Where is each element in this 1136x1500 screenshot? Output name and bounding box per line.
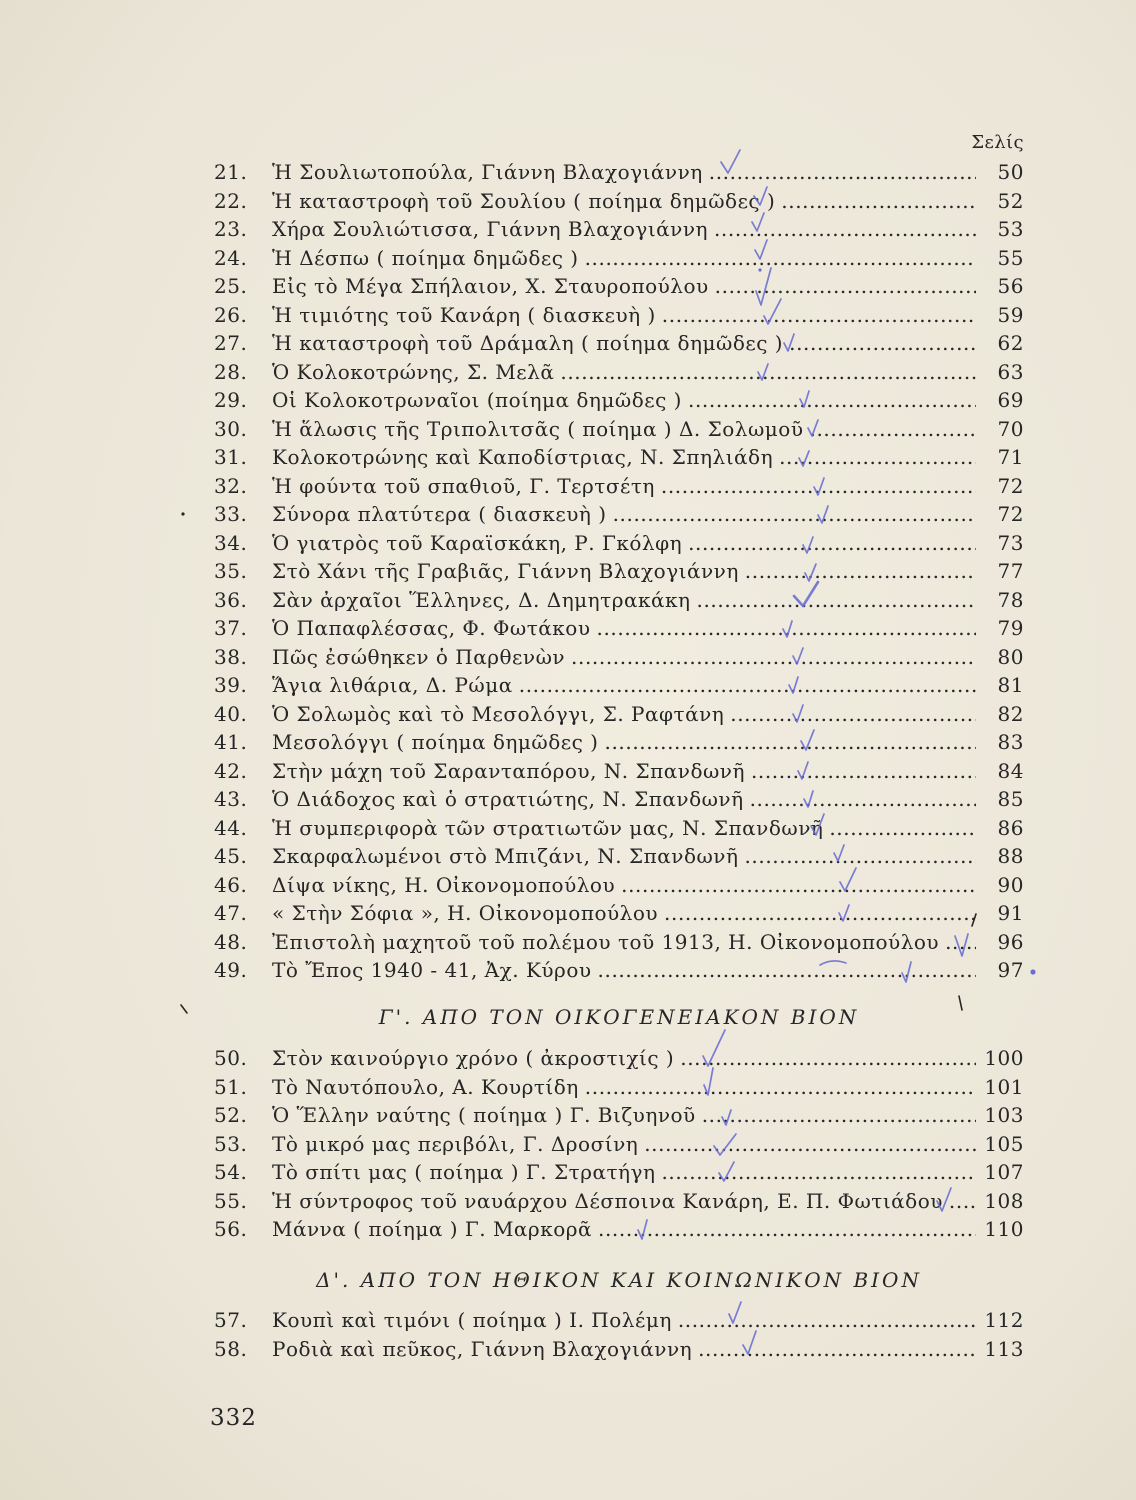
toc-entry [214, 700, 1024, 729]
toc-entry [214, 728, 1024, 757]
dot-leader [519, 671, 976, 700]
dot-leader [598, 956, 976, 985]
dot-leader [644, 1130, 976, 1159]
toc-entry [214, 1335, 1024, 1364]
entry-title: Στὸ Χάνι τῆς Γραβιᾶς, Γιάννη Βλαχογιάννη [272, 559, 739, 583]
entry-page-number: 80 [997, 644, 1024, 669]
entry-number: 24. [214, 245, 248, 270]
entry-page-number: 96 [997, 929, 1024, 954]
dot-leader [829, 814, 976, 843]
dot-leader [585, 1073, 976, 1102]
entry-page-number: 62 [997, 331, 1024, 355]
toc-entry [214, 757, 1024, 786]
entry-number: 55. [214, 1188, 248, 1213]
toc-entry [214, 358, 1024, 387]
entry-title: Ἡ καταστροφὴ τοῦ Δράμαλη ( ποίημα δημῶδες ) [272, 331, 784, 355]
dot-leader [661, 1158, 976, 1187]
entry-page-number: 53 [997, 217, 1024, 241]
entry-page-number: 50 [997, 160, 1024, 184]
dot-leader [715, 272, 976, 301]
dot-leader [598, 1215, 976, 1244]
entry-number: 36. [214, 587, 248, 612]
entry-title: Τὸ μικρό μας περιβόλι, Γ. Δροσίνη [272, 1131, 639, 1156]
entry-page-number: 112 [984, 1308, 1024, 1332]
entry-page-number: 91 [997, 901, 1024, 925]
entry-page-number: 56 [997, 274, 1024, 298]
toc-entry [214, 1044, 1024, 1073]
entry-page-number: 88 [997, 844, 1024, 868]
toc-entry [214, 187, 1024, 216]
dot-leader [571, 643, 976, 672]
entry-number: 37. [214, 616, 248, 640]
dot-leader [688, 386, 976, 415]
toc-entry [214, 443, 1024, 472]
toc-entry [214, 472, 1024, 501]
entry-title: Χήρα Σουλιώτισσα, Γιάννη Βλαχογιάννη [272, 217, 708, 241]
dot-leader [702, 1101, 976, 1130]
toc-list-family-life [214, 1044, 1024, 1244]
entry-number: 25. [214, 274, 248, 298]
entry-page-number: 108 [984, 1188, 1024, 1213]
dot-leader [698, 1335, 976, 1364]
toc-entry [214, 1158, 1024, 1187]
entry-title: Ἡ συμπεριφορὰ τῶν στρατιωτῶν μας, Ν. Σπανδωνῆ [272, 815, 824, 840]
entry-number: 49. [214, 958, 248, 982]
dot-leader [781, 187, 976, 216]
entry-number: 57. [214, 1308, 248, 1332]
toc-entry [214, 329, 1024, 358]
entry-page-number: 103 [984, 1103, 1024, 1127]
toc-entry [214, 928, 1024, 957]
toc-entry [214, 557, 1024, 586]
entry-title: Ὁ Παπαφλέσσας, Φ. Φωτάκου [272, 616, 591, 640]
entry-page-number: 79 [997, 616, 1024, 640]
entry-page-number: 81 [997, 673, 1024, 697]
toc-entry [214, 1306, 1024, 1335]
entry-title: Ἡ καταστροφὴ τοῦ Σουλίου ( ποίημα δημῶδες ) [272, 188, 776, 213]
entry-title: Σύνορα πλατύτερα ( διασκευὴ ) [272, 502, 607, 526]
dot-leader [662, 301, 976, 330]
entry-page-number: 110 [984, 1217, 1024, 1241]
entry-page-number: 72 [997, 502, 1024, 526]
entry-number: 50. [214, 1046, 248, 1070]
entry-page-number: 70 [997, 416, 1024, 441]
toc-entry [214, 586, 1024, 615]
entry-title: Ἡ Δέσπω ( ποίημα δημῶδες ) [272, 245, 579, 270]
toc-entry [214, 871, 1024, 900]
toc-entry [214, 244, 1024, 273]
dot-leader [597, 614, 977, 643]
entry-number: 22. [214, 188, 248, 213]
dot-leader [585, 244, 976, 273]
toc-entry [214, 529, 1024, 558]
dot-leader [688, 529, 976, 558]
section-heading-family-life: Γ'. ΑΠΟ ΤΟΝ ΟΙΚΟΓΕΝΕΙΑΚΟΝ ΒΙΟΝ [378, 1005, 860, 1029]
entry-number: 54. [214, 1160, 248, 1184]
entry-page-number: 63 [997, 359, 1024, 384]
entry-page-number: 113 [984, 1336, 1024, 1361]
dot-leader [745, 557, 976, 586]
toc-entry [214, 899, 1024, 928]
entry-title: Κουπὶ καὶ τιμόνι ( ποίημα ) Ι. Πολέμη [272, 1308, 672, 1332]
entry-page-number: 105 [984, 1131, 1024, 1156]
entry-number: 58. [214, 1336, 248, 1361]
entry-number: 29. [214, 388, 248, 412]
entry-page-number: 72 [997, 473, 1024, 498]
entry-number: 27. [214, 331, 248, 355]
toc-entry [214, 671, 1024, 700]
entry-number: 21. [214, 160, 248, 184]
entry-title: Μάννα ( ποίημα ) Γ. Μαρκορᾶ [272, 1217, 592, 1241]
entry-page-number: 69 [997, 388, 1024, 412]
entry-number: 46. [214, 872, 248, 897]
dot-leader [949, 1187, 976, 1216]
entry-title: Σκαρφαλωμένοι στὸ Μπιζάνι, Ν. Σπανδωνῆ [272, 844, 739, 868]
entry-page-number: 83 [997, 730, 1024, 754]
entry-number: 31. [214, 445, 248, 469]
entry-title: Ροδιὰ καὶ πεῦκος, Γιάννη Βλαχογιάννη [272, 1336, 693, 1361]
entry-number: 53. [214, 1131, 248, 1156]
toc-entry [214, 1101, 1024, 1130]
page-column-heading: Σελίς [971, 132, 1024, 153]
entry-title: Στὴν μάχη τοῦ Σαρανταπόρου, Ν. Σπανδωνῆ [272, 758, 745, 783]
dot-leader [744, 842, 976, 871]
entry-title: Δίψα νίκης, Η. Οἰκονομοπούλου [272, 872, 616, 897]
entry-title: Πῶς ἐσώθηκεν ὁ Παρθενὼν [272, 644, 566, 669]
entry-number: 47. [214, 901, 248, 925]
entry-number: 34. [214, 530, 248, 555]
entry-page-number: 55 [997, 245, 1024, 270]
dot-leader [751, 757, 976, 786]
entry-page-number: 84 [997, 758, 1024, 783]
entry-title: « Στὴν Σόφια », Η. Οἰκονομοπούλου [272, 901, 659, 925]
dot-leader [560, 358, 976, 387]
entry-page-number: 86 [997, 815, 1024, 840]
entry-title: Ὁ Ἕλλην ναύτης ( ποίημα ) Γ. Βιζυηνοῦ [272, 1103, 696, 1127]
toc-entry [214, 215, 1024, 244]
page-number: 332 [210, 1405, 257, 1431]
dot-leader [945, 928, 976, 957]
entry-title: Εἰς τὸ Μέγα Σπήλαιον, Χ. Σταυροπούλου [272, 274, 709, 298]
dot-leader [810, 415, 977, 444]
entry-title: Ἡ σύντροφος τοῦ ναυάρχου Δέσποινα Κανάρη, Ε. Π. Φωτιάδου [272, 1188, 943, 1213]
entry-number: 40. [214, 701, 248, 726]
toc-entry [214, 1073, 1024, 1102]
entry-title: Ὁ Σολωμὸς καὶ τὸ Μεσολόγγι, Σ. Ραφτάνη [272, 701, 725, 726]
dot-leader [730, 700, 976, 729]
entry-number: 33. [214, 502, 248, 526]
entry-title: Ἡ φούντα τοῦ σπαθιοῦ, Γ. Τερτσέτη [272, 473, 655, 498]
toc-entry [214, 386, 1024, 415]
dot-leader [613, 500, 976, 529]
dot-leader [779, 443, 976, 472]
entry-number: 41. [214, 730, 248, 754]
entry-title: Ὁ γιατρὸς τοῦ Καραϊσκάκη, Ρ. Γκόλφη [272, 530, 683, 555]
entry-title: Κολοκοτρώνης καὶ Καποδίστριας, Ν. Σπηλιάδη [272, 445, 774, 469]
dot-leader [678, 1306, 976, 1335]
entry-title: Οἱ Κολοκοτρωναῖοι (ποίημα δημῶδες ) [272, 388, 682, 412]
dot-leader [664, 899, 976, 928]
entry-page-number: 101 [984, 1074, 1024, 1099]
toc-entry [214, 614, 1024, 643]
pen-stroke [181, 1005, 187, 1013]
toc-entry [214, 643, 1024, 672]
toc-list-moral-social-life [214, 1306, 1024, 1363]
entry-title: Ἅγια λιθάρια, Δ. Ρώμα [272, 673, 513, 697]
dot-leader [696, 586, 976, 615]
toc-entry [214, 1130, 1024, 1159]
entry-page-number: 100 [984, 1046, 1024, 1070]
entry-page-number: 107 [984, 1160, 1024, 1184]
entry-page-number: 90 [997, 872, 1024, 897]
entry-number: 32. [214, 473, 248, 498]
entry-title: Μεσολόγγι ( ποίημα δημῶδες ) [272, 730, 599, 754]
entry-title: Στὸν καινούργιο χρόνο ( ἀκροστιχίς ) [272, 1046, 675, 1070]
entry-page-number: 77 [997, 559, 1024, 583]
entry-page-number: 59 [997, 302, 1024, 327]
dot-leader [661, 472, 976, 501]
entry-number: 30. [214, 416, 248, 441]
toc-entry [214, 785, 1024, 814]
entry-number: 23. [214, 217, 248, 241]
entry-number: 26. [214, 302, 248, 327]
entry-page-number: 97 [997, 958, 1024, 982]
toc-entry [214, 158, 1024, 187]
entry-number: 38. [214, 644, 248, 669]
toc-entry [214, 272, 1024, 301]
entry-number: 28. [214, 359, 248, 384]
pen-dot [1030, 969, 1035, 974]
toc-entry [214, 814, 1024, 843]
entry-number: 44. [214, 815, 248, 840]
entry-number: 45. [214, 844, 248, 868]
margin-dot [181, 512, 184, 515]
entry-number: 51. [214, 1074, 248, 1099]
entry-number: 35. [214, 559, 248, 583]
dot-leader [714, 215, 976, 244]
entry-title: Ἡ Σουλιωτοπούλα, Γιάννη Βλαχογιάννη [272, 160, 703, 184]
entry-page-number: 52 [997, 188, 1024, 213]
dot-leader [750, 785, 976, 814]
entry-title: Τὸ σπίτι μας ( ποίημα ) Γ. Στρατήγη [272, 1160, 656, 1184]
toc-entry [214, 500, 1024, 529]
entry-page-number: 71 [997, 445, 1024, 469]
entry-number: 56. [214, 1217, 248, 1241]
entry-page-number: 73 [997, 530, 1024, 555]
entry-page-number: 82 [997, 701, 1024, 726]
toc-entry [214, 415, 1024, 444]
toc-entry [214, 301, 1024, 330]
dot-leader [604, 728, 976, 757]
dot-leader [709, 158, 976, 187]
entry-number: 52. [214, 1103, 248, 1127]
entry-page-number: 78 [997, 587, 1024, 612]
toc-entry [214, 956, 1024, 985]
entry-title: Ἡ ἅλωσις τῆς Τριπολιτσᾶς ( ποίημα ) Δ. Σολωμοῦ [272, 416, 804, 441]
dot-leader [789, 329, 976, 358]
entry-number: 48. [214, 929, 248, 954]
entry-title: Ὁ Κολοκοτρώνης, Σ. Μελᾶ [272, 359, 555, 384]
entry-title: Σὰν ἀρχαῖοι Ἕλληνες, Δ. Δημητρακάκη [272, 587, 691, 612]
toc-entry [214, 1187, 1024, 1216]
entry-number: 43. [214, 787, 248, 811]
entry-title: Ἡ τιμιότης τοῦ Κανάρη ( διασκευὴ ) [272, 302, 656, 327]
entry-number: 42. [214, 758, 248, 783]
entry-title: Τὸ Ναυτόπουλο, Α. Κουρτίδη [272, 1074, 579, 1099]
toc-entry [214, 1215, 1024, 1244]
entry-page-number: 85 [997, 787, 1024, 811]
dot-leader [680, 1044, 976, 1073]
section-heading-moral-social-life: Δ'. ΑΠΟ ΤΟΝ ΗΘΙΚΟΝ ΚΑΙ ΚΟΙΝΩΝΙΚΟΝ ΒΙΟΝ [316, 1268, 922, 1292]
entry-title: Ἐπιστολὴ μαχητοῦ τοῦ πολέμου τοῦ 1913, Η. Οἰκονομοπούλου [272, 929, 940, 954]
entry-title: Τὸ Ἔπος 1940 - 41, Ἀχ. Κύρου [272, 958, 592, 982]
dot-leader [621, 871, 976, 900]
toc-list-continued [214, 158, 1024, 985]
toc-entry [214, 842, 1024, 871]
entry-title: Ὁ Διάδοχος καὶ ὁ στρατιώτης, Ν. Σπανδωνῆ [272, 787, 744, 811]
entry-number: 39. [214, 673, 248, 697]
